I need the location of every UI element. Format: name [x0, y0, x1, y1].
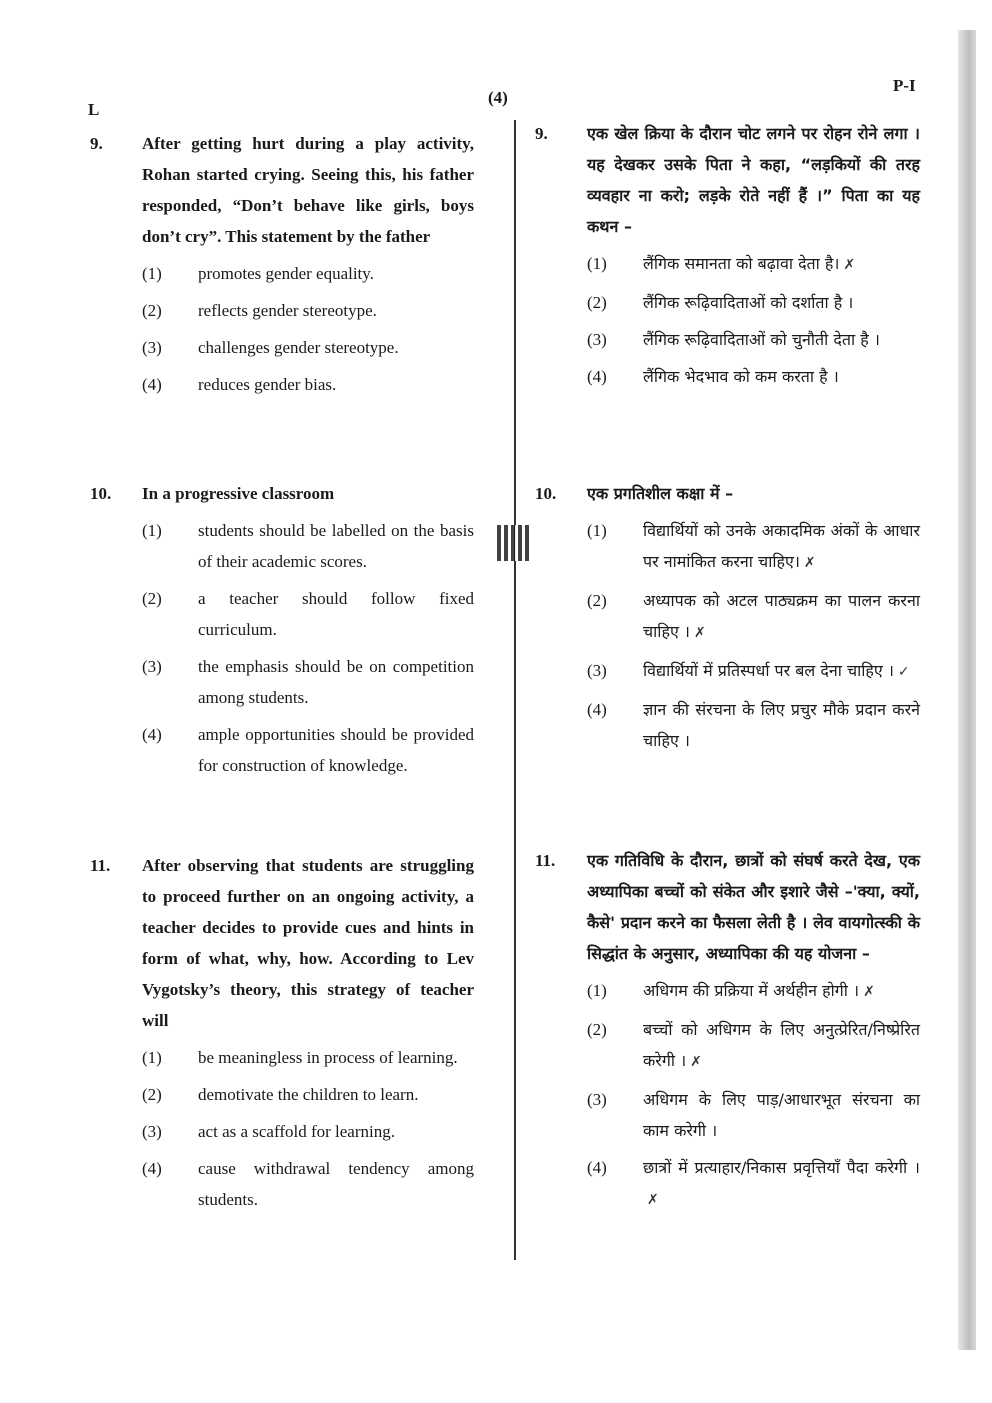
option-text: cause withdrawal tendency among students.: [198, 1159, 474, 1209]
option-text: लैंगिक समानता को बढ़ावा देता है।: [643, 254, 840, 273]
question-10-hindi: [535, 478, 920, 756]
question-text: In a progressive classroom: [142, 484, 335, 503]
option-number: (2): [587, 1020, 607, 1039]
option-number: (1): [587, 521, 607, 540]
option-text: विद्यार्थियों को उनके अकादमिक अंकों के आधार पर नामांकित करना चाहिए।: [643, 521, 920, 571]
question-number: 11.: [90, 856, 111, 875]
page-number: (4): [488, 88, 508, 107]
question-text: After observing that students are struggling to proceed further on an ongoing activity, a teacher decides to provide cues and hints in form of what, why, how. According to Lev Vygotsky’s theory, this strategy of teacher will: [142, 856, 474, 1030]
option-2: [587, 1014, 920, 1078]
option-number: (4): [587, 1158, 607, 1177]
option-3: [587, 655, 920, 688]
option-number: (4): [142, 1159, 162, 1178]
option-3: [142, 651, 474, 713]
option-text: be meaningless in process of learning.: [198, 1048, 458, 1067]
option-number: (1): [142, 264, 162, 283]
option-4: [142, 1153, 474, 1215]
question-10-english: [90, 478, 474, 781]
option-1: [142, 258, 474, 289]
option-number: (2): [142, 301, 162, 320]
option-number: (2): [587, 293, 607, 312]
option-text: a teacher should follow fixed curriculum.: [198, 589, 474, 639]
question-text: एक प्रगतिशील कक्षा में –: [587, 484, 734, 503]
option-2: [587, 585, 920, 649]
question-text: एक गतिविधि के दौरान, छात्रों को संघर्ष करते देख, एक अध्यापिका बच्चों को संकेत और इशारे जैसे –'क्या, क्यों, कैसे' प्रदान करने का फैसला लेती है । लेव वायगोत्स्की के सिद्धांत के अनुसार, अध्यापिका की यह योजना –: [587, 851, 920, 963]
option-4: [142, 369, 474, 400]
option-text: ample opportunities should be provided for construction of knowledge.: [198, 725, 474, 775]
option-2: [587, 287, 920, 318]
option-text: लैंगिक रूढ़िवादिताओं को दर्शाता है ।: [643, 293, 854, 312]
option-number: (3): [142, 1122, 162, 1141]
option-number: (2): [587, 591, 607, 610]
option-3: [587, 324, 920, 355]
question-9-english: [90, 128, 474, 400]
handwritten-mark: ✗: [693, 625, 706, 641]
option-number: (3): [142, 338, 162, 357]
option-number: (4): [142, 375, 162, 394]
option-3: [587, 1084, 920, 1146]
option-text: विद्यार्थियों में प्रतिस्पर्धा पर बल देना चाहिए ।: [643, 661, 894, 680]
option-number: (4): [587, 367, 607, 386]
option-4: [587, 1152, 920, 1216]
option-number: (2): [142, 1085, 162, 1104]
question-number: 9.: [90, 134, 103, 153]
question-number: 11.: [535, 851, 556, 870]
option-number: (1): [142, 1048, 162, 1067]
option-number: (4): [587, 700, 607, 719]
paper-code-left: L: [88, 100, 100, 119]
question-number: 9.: [535, 124, 548, 143]
question-text: एक खेल क्रिया के दौरान चोट लगने पर रोहन रोने लगा । यह देखकर उसके पिता ने कहा, “लड़कियों की तरह व्यवहार ना करो; लड़के रोते नहीं हैं ।” पिता का यह कथन –: [587, 124, 920, 236]
option-4: [587, 694, 920, 756]
question-9-hindi: [535, 118, 920, 392]
option-2: [142, 295, 474, 326]
paper-code-right: P-I: [893, 76, 916, 95]
option-2: [142, 1079, 474, 1110]
option-text: students should be labelled on the basis of their academic scores.: [198, 521, 474, 571]
question-text: After getting hurt during a play activity, Rohan started crying. Seeing this, his father responded, “Don’t behave like girls, boys don’t cry”. This statement by the father: [142, 134, 474, 246]
option-number: (2): [142, 589, 162, 608]
qr-code-icon: [497, 525, 531, 561]
option-1: [587, 515, 920, 579]
handwritten-mark: ✗: [647, 1192, 659, 1208]
handwritten-mark: ✓: [897, 664, 910, 680]
option-4: [587, 361, 920, 392]
option-1: [142, 1042, 474, 1073]
option-2: [142, 583, 474, 645]
handwritten-mark: ✗: [863, 984, 875, 1000]
option-text: छात्रों में प्रत्याहार/निकास प्रवृत्तियाँ पैदा करेगी ।: [643, 1158, 920, 1177]
column-divider: [514, 120, 516, 1260]
handwritten-mark: ✗: [843, 257, 856, 273]
question-number: 10.: [535, 484, 557, 503]
option-text: reduces gender bias.: [198, 375, 337, 394]
option-number: (1): [587, 254, 607, 273]
option-number: (1): [587, 981, 607, 1000]
question-11-hindi: [535, 845, 920, 1216]
question-11-english: [90, 850, 474, 1215]
option-number: (3): [142, 657, 162, 676]
handwritten-mark: ✗: [803, 555, 816, 571]
option-1: [587, 975, 920, 1008]
option-text: the emphasis should be on competition among students.: [198, 657, 474, 707]
option-number: (3): [587, 1090, 607, 1109]
option-text: बच्चों को अधिगम के लिए अनुत्प्रेरित/निष्प्रेरित करेगी ।: [643, 1020, 920, 1070]
option-number: (3): [587, 661, 607, 680]
scan-page-edge: [958, 30, 976, 1350]
option-1: [587, 248, 920, 281]
handwritten-mark: ✗: [690, 1054, 702, 1070]
option-text: अध्यापक को अटल पाठ्यक्रम का पालन करना चाहिए ।: [643, 591, 920, 641]
option-3: [142, 1116, 474, 1147]
option-text: ज्ञान की संरचना के लिए प्रचुर मौके प्रदान करने चाहिए ।: [643, 700, 920, 750]
option-1: [142, 515, 474, 577]
option-number: (3): [587, 330, 607, 349]
option-text: अधिगम के लिए पाड़/आधारभूत संरचना का काम करेगी ।: [643, 1090, 920, 1140]
option-4: [142, 719, 474, 781]
option-number: (4): [142, 725, 162, 744]
option-text: challenges gender stereotype.: [198, 338, 399, 357]
option-text: act as a scaffold for learning.: [198, 1122, 395, 1141]
question-number: 10.: [90, 484, 112, 503]
option-text: अधिगम की प्रक्रिया में अर्थहीन होगी ।: [643, 981, 860, 1000]
option-number: (1): [142, 521, 162, 540]
option-text: promotes gender equality.: [198, 264, 374, 283]
option-text: लैंगिक रूढ़िवादिताओं को चुनौती देता है ।: [643, 330, 880, 349]
option-text: लैंगिक भेदभाव को कम करता है ।: [643, 367, 839, 386]
option-3: [142, 332, 474, 363]
option-text: demotivate the children to learn.: [198, 1085, 419, 1104]
option-text: reflects gender stereotype.: [198, 301, 377, 320]
